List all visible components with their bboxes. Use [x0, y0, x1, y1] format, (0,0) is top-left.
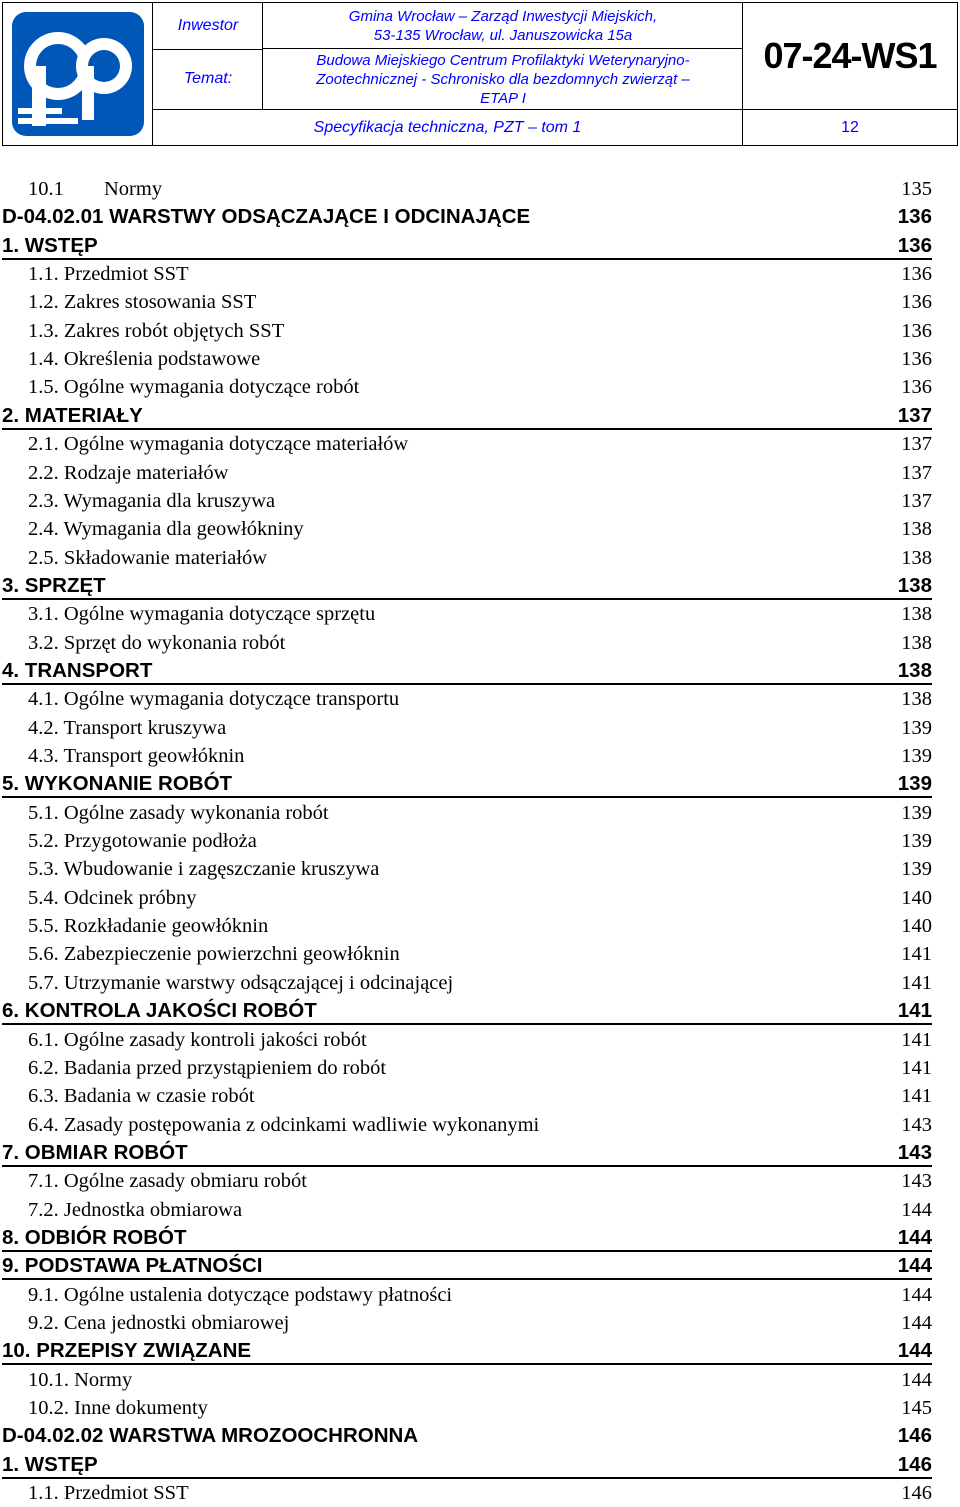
toc-entry-page: 138 — [901, 688, 932, 711]
label-column — [153, 3, 263, 109]
toc-entry[interactable] — [28, 1111, 932, 1139]
toc-entry-title: 4. TRANSPORT — [2, 658, 153, 682]
toc-entry-page: 141 — [897, 999, 932, 1023]
toc-entry[interactable] — [28, 969, 932, 997]
toc-entry-page: 141 — [901, 1056, 932, 1079]
toc-entry-page: 141 — [901, 943, 932, 966]
investor-line-1: Gmina Wrocław – Zarząd Inwestycji Miejskich, — [348, 8, 658, 25]
toc-entry[interactable] — [28, 487, 932, 515]
toc-entry-page: 136 — [897, 233, 932, 257]
toc-entry-title: 2.4. Wymagania dla geowłókniny — [28, 518, 304, 541]
description-column — [263, 3, 743, 109]
toc-entry[interactable] — [28, 714, 932, 742]
toc-entry-page: 144 — [897, 1225, 932, 1249]
toc-entry-title: D-04.02.01 WARSTWY ODSĄCZAJĄCE I ODCINAJĄCE — [2, 205, 531, 229]
toc-entry-page: 144 — [897, 1254, 932, 1278]
toc-entry-page: 146 — [901, 1482, 932, 1505]
toc-entry-title: 2. MATERIAŁY — [2, 403, 143, 427]
toc-entry[interactable] — [28, 1167, 932, 1195]
toc-entry-page: 146 — [897, 1452, 932, 1476]
toc-entry-page: 136 — [901, 291, 932, 314]
toc-entry[interactable] — [2, 232, 932, 260]
toc-entry-page: 137 — [901, 461, 932, 484]
toc-entry[interactable] — [28, 884, 932, 912]
toc-entry-title: 2.5. Składowanie materiałów — [28, 546, 268, 569]
toc-entry-title: 4.1. Ogólne wymagania dotyczące transportu — [28, 688, 400, 711]
toc-entry[interactable] — [2, 1451, 932, 1479]
toc-entry-title: 10.1. Normy — [28, 1368, 133, 1391]
toc-entry-page: 141 — [901, 1085, 932, 1108]
toc-entry-page: 136 — [901, 376, 932, 399]
toc-entry[interactable] — [28, 430, 932, 458]
toc-entry-title: 1.4. Określenia podstawowe — [28, 348, 261, 371]
toc-entry-page: 136 — [901, 348, 932, 371]
toc-entry-title: 7.1. Ogólne zasady obmiaru robót — [28, 1170, 307, 1193]
toc-entry-title: 9.1. Ogólne ustalenia dotyczące podstawy płatności — [28, 1283, 453, 1306]
toc-entry-title: 3.2. Sprzęt do wykonania robót — [28, 631, 286, 654]
investor-line-2: 53-135 Wrocław, ul. Januszowicka 15a — [373, 27, 633, 44]
toc-entry-title: 1. WSTĘP — [2, 233, 98, 257]
toc-entry-page: 140 — [901, 886, 932, 909]
toc-entry[interactable] — [28, 940, 932, 968]
toc-entry-title: 1. WSTĘP — [2, 1452, 98, 1476]
toc-entry-title: 3.1. Ogólne wymagania dotyczące sprzętu — [28, 603, 376, 626]
toc-entry-page: 136 — [901, 263, 932, 286]
toc-entry[interactable] — [2, 203, 932, 231]
toc-entry[interactable] — [2, 1252, 932, 1280]
toc-entry[interactable] — [28, 629, 932, 657]
toc-entry-page: 139 — [901, 858, 932, 881]
toc-entry-page: 141 — [901, 971, 932, 994]
toc-entry-page: 139 — [897, 772, 932, 796]
toc-entry-page: 143 — [901, 1113, 932, 1136]
toc-entry-title: 1.3. Zakres robót objętych SST — [28, 319, 285, 342]
toc-entry[interactable] — [28, 1366, 932, 1394]
toc-entry-page: 139 — [901, 716, 932, 739]
toc-entry-page: 145 — [901, 1397, 932, 1420]
subject-line-1: Budowa Miejskiego Centrum Profilaktyki Weterynaryjno- — [316, 52, 690, 69]
company-logo — [3, 3, 153, 145]
toc-entry-title: 5.7. Utrzymanie warstwy odsączającej i odcinającej — [28, 971, 454, 994]
toc-entry-title: 5.2. Przygotowanie podłoża — [28, 830, 257, 853]
toc-entry-page: 144 — [901, 1368, 932, 1391]
toc-entry-page: 138 — [901, 518, 932, 541]
toc-entry-title: 4.3. Transport geowłóknin — [28, 745, 245, 767]
toc-entry[interactable] — [28, 742, 932, 770]
subject-text — [263, 49, 743, 109]
toc-entry-title: 3. SPRZĘT — [2, 573, 106, 597]
toc-entry-title: 9.2. Cena jednostki obmiarowej — [28, 1312, 290, 1334]
toc-entry-title: 6. KONTROLA JAKOŚCI ROBÓT — [2, 999, 317, 1023]
toc-entry-title: 2.3. Wymagania dla kruszywa — [28, 489, 276, 512]
toc-entry-title: 6.2. Badania przed przystąpieniem do robót — [28, 1056, 387, 1079]
toc-entry-text: Normy — [104, 178, 163, 200]
toc-entry[interactable] — [2, 997, 932, 1025]
toc-entry-title: 5.3. Wbudowanie i zagęszczanie kruszywa — [28, 858, 380, 881]
toc-entry[interactable] — [28, 459, 932, 487]
toc-entry[interactable] — [28, 855, 932, 883]
toc-entry-page: 144 — [897, 1339, 932, 1363]
subject-line-3: ETAP I — [480, 90, 526, 107]
toc-entry[interactable] — [28, 1281, 932, 1309]
toc-entry-page: 139 — [901, 830, 932, 853]
toc-entry-title: 7. OBMIAR ROBÓT — [2, 1140, 188, 1164]
toc-entry[interactable] — [2, 1224, 932, 1252]
toc-entry[interactable] — [28, 799, 932, 827]
investor-text — [263, 3, 743, 49]
toc-entry-title: 1.5. Ogólne wymagania dotyczące robót — [28, 376, 360, 399]
toc-entry[interactable] — [28, 600, 932, 628]
toc-entry[interactable] — [28, 912, 932, 940]
toc-entry-title: D-04.02.02 WARSTWA MROZOOCHRONNA — [2, 1424, 419, 1448]
pp-logo-icon — [8, 8, 148, 140]
toc-entry[interactable] — [28, 260, 932, 288]
toc-entry[interactable] — [2, 1422, 932, 1450]
toc-entry[interactable] — [28, 1082, 932, 1110]
toc-entry-page: 135 — [901, 178, 932, 200]
toc-entry-title: 5.6. Zabezpieczenie powierzchni geowłóknin — [28, 943, 400, 966]
toc-entry-title: 1.2. Zakres stosowania SST — [28, 291, 257, 314]
toc-entry[interactable] — [2, 572, 932, 600]
toc-entry-page: 143 — [897, 1140, 932, 1164]
toc-entry-title: 6.1. Ogólne zasady kontroli jakości robót — [28, 1028, 367, 1051]
subject-label: Temat: — [183, 70, 233, 87]
toc-entry[interactable] — [28, 317, 932, 345]
toc-entry-page: 138 — [897, 573, 932, 597]
toc-entry-title — [28, 175, 162, 203]
toc-entry-title: 5. WYKONANIE ROBÓT — [2, 772, 233, 796]
toc-entry-page: 144 — [901, 1283, 932, 1306]
toc-entry-title: 1.1. Przedmiot SST — [28, 1482, 189, 1505]
toc-entry-page: 137 — [897, 403, 932, 427]
toc-entry-title: 5.4. Odcinek próbny — [28, 886, 197, 909]
toc-entry[interactable] — [28, 345, 932, 373]
toc-entry-page: 139 — [901, 745, 932, 767]
toc-entry[interactable] — [28, 1479, 932, 1507]
toc-entry-title: 9. PODSTAWA PŁATNOŚCI — [2, 1254, 263, 1278]
toc-entry-title: 10.2. Inne dokumenty — [28, 1397, 208, 1420]
toc-entry[interactable] — [2, 657, 932, 685]
toc-entry-title: 7.2. Jednostka obmiarowa — [28, 1198, 243, 1221]
toc-entry-title: 2.1. Ogólne wymagania dotyczące materiałów — [28, 433, 409, 456]
page-number: 12 — [743, 109, 957, 145]
document-code: 07-24-WS1 — [763, 35, 937, 76]
toc-entry-page: 144 — [901, 1198, 932, 1221]
toc-entry-page: 146 — [897, 1424, 932, 1448]
toc-entry[interactable] — [28, 685, 932, 713]
toc-entry-title: 5.1. Ogólne zasady wykonania robót — [28, 801, 329, 824]
toc-entry[interactable] — [28, 1309, 932, 1337]
toc-entry-title: 1.1. Przedmiot SST — [28, 263, 189, 286]
toc-entry-page: 136 — [897, 205, 932, 229]
toc-entry[interactable] — [28, 1196, 932, 1224]
toc-entry-title: 4.2. Transport kruszywa — [28, 716, 227, 739]
toc-entry-page: 143 — [901, 1170, 932, 1193]
toc-entry-title: 6.4. Zasady postępowania z odcinkami wadliwie wykonanymi — [28, 1113, 540, 1136]
toc-entry-title: 8. ODBIÓR ROBÓT — [2, 1225, 187, 1249]
toc-entry-page: 139 — [901, 801, 932, 824]
toc-entry[interactable] — [28, 1054, 932, 1082]
toc-entry-title: 5.5. Rozkładanie geowłóknin — [28, 915, 269, 938]
toc-entry-page: 138 — [901, 603, 932, 626]
toc-entry[interactable] — [28, 373, 932, 401]
toc-entry[interactable] — [28, 544, 932, 572]
toc-entry[interactable] — [28, 515, 932, 543]
toc-entry-page: 136 — [901, 319, 932, 342]
toc-entry-title: 10. PRZEPISY ZWIĄZANE — [2, 1339, 252, 1363]
toc-entry[interactable] — [2, 1139, 932, 1167]
toc-entry[interactable] — [28, 1026, 932, 1054]
toc-entry[interactable] — [28, 827, 932, 855]
toc-entry-page: 138 — [897, 658, 932, 682]
toc-entry-page: 137 — [901, 489, 932, 512]
investor-label: Inwestor — [153, 3, 263, 50]
toc-entry-title: 2.2. Rodzaje materiałów — [28, 461, 229, 484]
toc-entry-page: 138 — [901, 631, 932, 654]
toc-entry[interactable] — [2, 402, 932, 430]
document-header — [2, 2, 958, 146]
toc-entry-page: 137 — [901, 433, 932, 456]
subject-line-2: Zootechnicznej - Schronisko dla bezdomnych zwierząt – — [316, 71, 690, 88]
spec-title: Specyfikacja techniczna, PZT – tom 1 — [153, 109, 743, 145]
toc-entry[interactable] — [2, 1337, 932, 1365]
toc-entry[interactable] — [2, 770, 932, 798]
toc-entry[interactable] — [28, 288, 932, 316]
toc-entry-page: 140 — [901, 915, 932, 938]
toc-entry-page: 141 — [901, 1028, 932, 1051]
toc-entry[interactable] — [28, 1394, 932, 1422]
toc-entry[interactable] — [28, 175, 932, 203]
toc-entry-number: 10.1 — [28, 178, 64, 200]
toc-entry-page: 138 — [901, 546, 932, 569]
toc-entry-title: 6.3. Badania w czasie robót — [28, 1085, 255, 1108]
toc-entry-page: 144 — [901, 1312, 932, 1334]
